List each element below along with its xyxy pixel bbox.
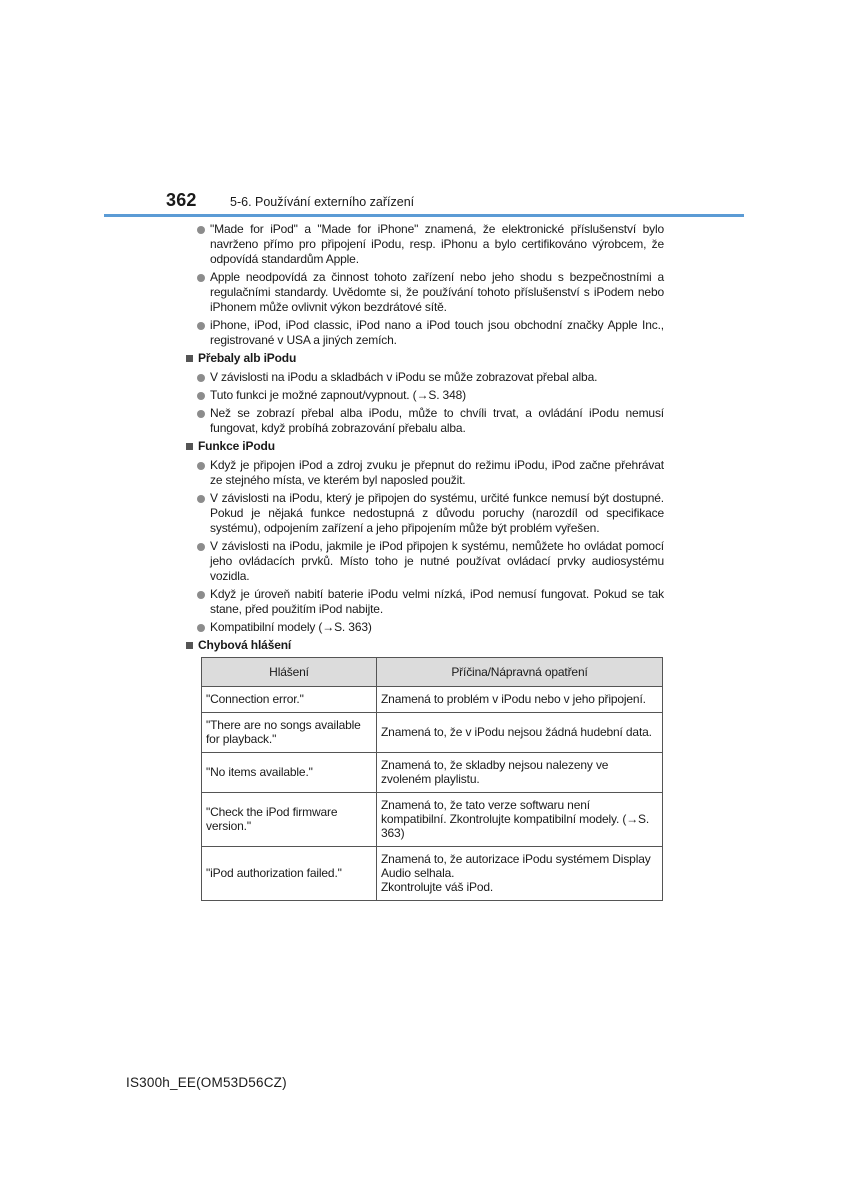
table-row bbox=[202, 793, 663, 847]
bullet-dot-icon bbox=[197, 374, 205, 382]
header-rule bbox=[104, 214, 744, 217]
bullet-dot-icon bbox=[197, 226, 205, 234]
remedy-cell: Znamená to, že v iPodu nejsou žádná hudební data. bbox=[377, 713, 663, 753]
page-content bbox=[186, 222, 664, 901]
square-bullet-icon bbox=[186, 443, 193, 450]
message-cell: "No items available." bbox=[202, 753, 377, 793]
bullet-text: Když je připojen iPod a zdroj zvuku je přepnut do režimu iPodu, iPod začne přehrávat ze stejného místa, ve kterém byl naposled použit. bbox=[210, 458, 664, 487]
page-number: 362 bbox=[166, 190, 197, 210]
bullet-item bbox=[186, 370, 664, 385]
error-message-table bbox=[201, 657, 663, 901]
bullet-dot-icon bbox=[197, 543, 205, 551]
bullet-dot-icon bbox=[197, 274, 205, 282]
bullet-text: Kompatibilní modely (→S. 363) bbox=[210, 620, 372, 634]
bullet-text: V závislosti na iPodu, který je připojen do systému, určité funkce nemusí být dostupné. Pokud je nějaká funkce nedostupná z důvodu poruchy (narozdíl od specifikace systému), odpojením zařízení a jeho připojením může být problém vyřešen. bbox=[210, 491, 664, 535]
message-cell: "There are no songs available for playback." bbox=[202, 713, 377, 753]
bullet-text: Tuto funkci je možné zapnout/vypnout. (→S. 348) bbox=[210, 388, 466, 402]
bullet-text: Když je úroveň nabití baterie iPodu velmi nízká, iPod nemusí fungovat. Pokud se tak stane, před použitím iPod nabijte. bbox=[210, 587, 664, 616]
column-header-remedy: Příčina/Nápravná opatření bbox=[377, 658, 663, 687]
remedy-cell: Znamená to problém v iPodu nebo v jeho připojení. bbox=[377, 687, 663, 713]
bullet-text: "Made for iPod" a "Made for iPhone" znamená, že elektronické příslušenství bylo navrženo přímo pro připojení iPodu, resp. iPhonu a bylo certifikováno výrobcem, že odpovídá standardům Apple. bbox=[210, 222, 664, 266]
message-cell: "Connection error." bbox=[202, 687, 377, 713]
bullet-item bbox=[186, 388, 664, 403]
subheading-album-covers bbox=[186, 351, 664, 366]
column-header-message: Hlášení bbox=[202, 658, 377, 687]
bullet-text: iPhone, iPod, iPod classic, iPod nano a iPod touch jsou obchodní značky Apple Inc., registrované v USA a jiných zemích. bbox=[210, 318, 664, 347]
remedy-cell: Znamená to, že skladby nejsou nalezeny ve zvoleném playlistu. bbox=[377, 753, 663, 793]
bullet-item bbox=[186, 406, 664, 436]
message-cell: "iPod authorization failed." bbox=[202, 847, 377, 901]
bullet-dot-icon bbox=[197, 322, 205, 330]
subheading-text: Chybová hlášení bbox=[198, 638, 292, 652]
table-row bbox=[202, 847, 663, 901]
message-cell: "Check the iPod firmware version." bbox=[202, 793, 377, 847]
footer-model-code: IS300h_EE(OM53D56CZ) bbox=[126, 1075, 287, 1090]
bullet-item bbox=[186, 222, 664, 267]
remedy-cell: Znamená to, že tato verze softwaru není kompatibilní. Zkontrolujte kompatibilní modely. (→S. 363) bbox=[377, 793, 663, 847]
bullet-dot-icon bbox=[197, 495, 205, 503]
bullet-dot-icon bbox=[197, 591, 205, 599]
bullet-item bbox=[186, 539, 664, 584]
square-bullet-icon bbox=[186, 642, 193, 649]
bullet-item bbox=[186, 620, 664, 635]
subheading-text: Funkce iPodu bbox=[198, 439, 275, 453]
bullet-text: Apple neodpovídá za činnost tohoto zařízení nebo jeho shodu s bezpečnostními a regulačními standardy. Uvědomte si, že používání tohoto příslušenství s iPodem nebo iPhonem může ovlivnit výkon bezdrátové sítě. bbox=[210, 270, 664, 314]
table-row bbox=[202, 753, 663, 793]
subheading-error-messages bbox=[186, 638, 664, 653]
subheading-text: Přebaly alb iPodu bbox=[198, 351, 297, 365]
bullet-item bbox=[186, 458, 664, 488]
bullet-item bbox=[186, 318, 664, 348]
bullet-dot-icon bbox=[197, 410, 205, 418]
bullet-text: V závislosti na iPodu a skladbách v iPodu se může zobrazovat přebal alba. bbox=[210, 370, 598, 384]
table-row bbox=[202, 713, 663, 753]
square-bullet-icon bbox=[186, 355, 193, 362]
bullet-item bbox=[186, 270, 664, 315]
section-title: 5-6. Používání externího zařízení bbox=[230, 195, 415, 209]
bullet-text: Než se zobrazí přebal alba iPodu, může to chvíli trvat, a ovládání iPodu nemusí fungovat, když probíhá zobrazování přebalu alba. bbox=[210, 406, 664, 435]
table-header-row bbox=[202, 658, 663, 687]
bullet-item bbox=[186, 587, 664, 617]
remedy-cell: Znamená to, že autorizace iPodu systémem Display Audio selhala. Zkontrolujte váš iPod. bbox=[377, 847, 663, 901]
bullet-text: V závislosti na iPodu, jakmile je iPod připojen k systému, nemůžete ho ovládat pomocí jeho ovládacích prvků. Místo toho je nutné používat ovládací prvky audiosystému vozidla. bbox=[210, 539, 664, 583]
bullet-item bbox=[186, 491, 664, 536]
table-row bbox=[202, 687, 663, 713]
bullet-dot-icon bbox=[197, 624, 205, 632]
bullet-dot-icon bbox=[197, 392, 205, 400]
subheading-ipod-functions bbox=[186, 439, 664, 454]
bullet-dot-icon bbox=[197, 462, 205, 470]
